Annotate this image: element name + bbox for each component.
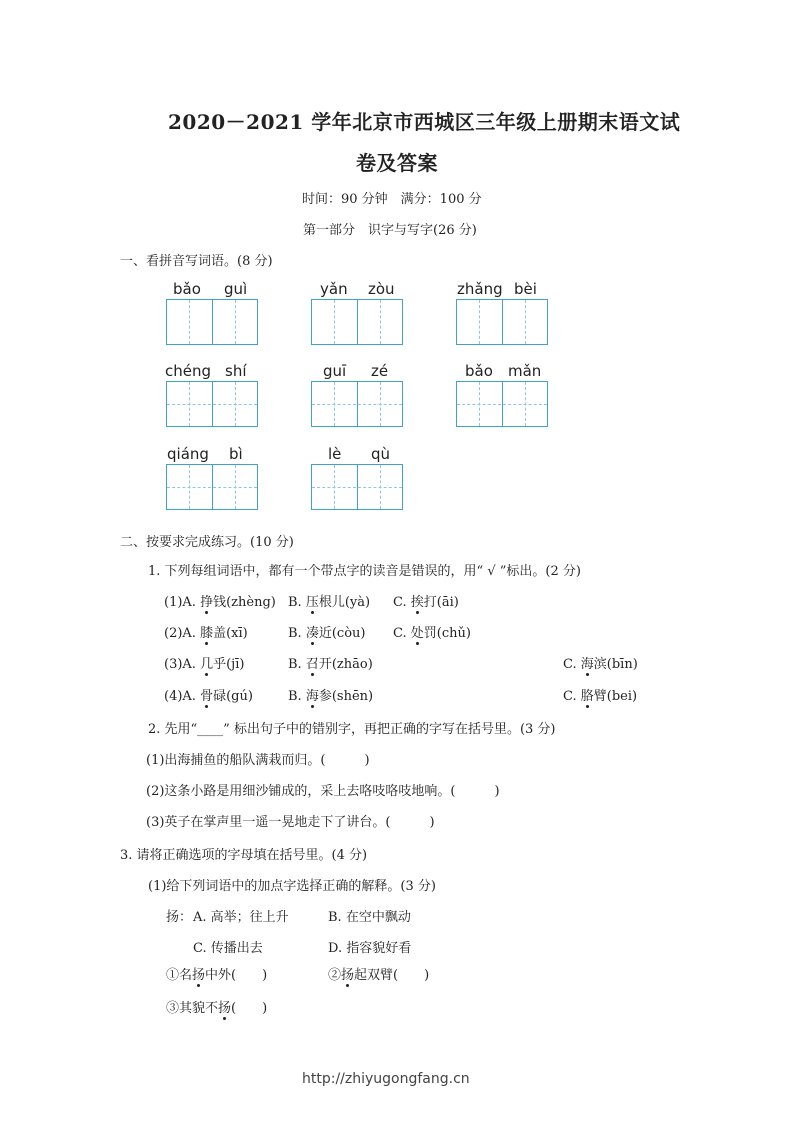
q1-row: (3)A. 几乎(jī): [164, 657, 245, 672]
pinyin: guì: [224, 280, 248, 298]
q3-yang-label: 扬：: [166, 910, 193, 925]
q3-option-b: B. 在空中飘动: [328, 910, 411, 925]
pinyin: zhǎng: [457, 280, 503, 298]
writing-grid[interactable]: [456, 381, 548, 427]
writing-grid[interactable]: [456, 299, 548, 345]
q3-item: ②扬起双臂( ): [328, 968, 430, 983]
q2-item: (3)英子在掌声里一遥一晃地走下了讲台。( ): [146, 815, 435, 830]
doc-title-line2: 卷及答案: [356, 151, 438, 175]
q2-item: (2)这条小路是用细沙铺成的，采上去咯吱咯吱地响。( ): [146, 784, 500, 799]
part1-heading: 第一部分 识字与写字(26 分): [303, 223, 477, 238]
q1-prompt: 1. 下列每组词语中，都有一个带点字的读音是错误的，用“ √ ”标出。(2 分): [148, 564, 581, 579]
pinyin: bǎo: [173, 280, 201, 298]
doc-title-line1: 2020－2021 学年北京市西城区三年级上册期末语文试: [168, 110, 681, 134]
q1-row: (2)A. 膝盖(xī): [164, 626, 248, 641]
q3-option-a: A. 高举；往上升: [193, 910, 289, 925]
q3-prompt: 3. 请将正确选项的字母填在括号里。(4 分): [120, 848, 368, 863]
writing-grid[interactable]: [311, 464, 403, 510]
pinyin: mǎn: [508, 362, 542, 380]
writing-grid[interactable]: [166, 381, 258, 427]
pinyin: lè: [328, 445, 342, 463]
q1-row-c: C. 处罚(chǔ): [393, 626, 471, 641]
writing-grid[interactable]: [311, 299, 403, 345]
q3-item: ①名扬中外( ): [166, 968, 268, 983]
q1-row-b: B. 召开(zhāo): [288, 657, 373, 672]
pinyin: bì: [229, 445, 243, 463]
pinyin: yǎn: [320, 280, 348, 298]
q1-row: (1)A. 挣钱(zhèng): [164, 595, 276, 610]
q3-option-c: C. 传播出去: [193, 941, 263, 956]
q1-row-b: B. 凑近(còu): [288, 626, 366, 641]
q1-row-c: C. 挨打(āi): [393, 595, 459, 610]
q3-sub1: (1)给下列词语中的加点字选择正确的解释。(3 分): [148, 879, 436, 894]
q1-row-b: B. 压根儿(yà): [288, 595, 371, 610]
pinyin: qiáng: [167, 445, 209, 463]
q1-row: (4)A. 骨碌(gú): [164, 689, 253, 704]
section1-heading: 一、看拼音写词语。(8 分): [120, 254, 273, 269]
pinyin: guī: [323, 362, 347, 380]
writing-grid[interactable]: [166, 299, 258, 345]
pinyin: chéng: [165, 362, 212, 380]
q1-row-c: C. 海滨(bīn): [563, 657, 638, 672]
pinyin: zòu: [368, 280, 395, 298]
pinyin: shí: [225, 362, 247, 380]
section2-heading: 二、按要求完成练习。(10 分): [120, 535, 294, 550]
q3-item: ③其貌不扬( ): [166, 1001, 268, 1016]
q3-option-d: D. 指容貌好看: [328, 941, 412, 956]
exam-info: 时间：90 分钟 满分：100 分: [302, 192, 482, 207]
writing-grid[interactable]: [311, 381, 403, 427]
writing-grid[interactable]: [166, 464, 258, 510]
q2-prompt: 2. 先用“____” 标出句子中的错别字，再把正确的字写在括号里。(3 分): [148, 722, 556, 737]
pinyin: bǎo: [465, 362, 493, 380]
pinyin: zé: [371, 362, 389, 380]
q1-row-b: B. 海参(shēn): [288, 689, 374, 704]
q2-item: (1)出海捕鱼的船队满栽而归。( ): [146, 753, 370, 768]
pinyin: qù: [371, 445, 391, 463]
footer-url[interactable]: http://zhiyugongfang.cn: [302, 1071, 470, 1087]
pinyin: bèi: [514, 280, 537, 298]
q1-row-c: C. 胳臂(bei): [563, 689, 638, 704]
